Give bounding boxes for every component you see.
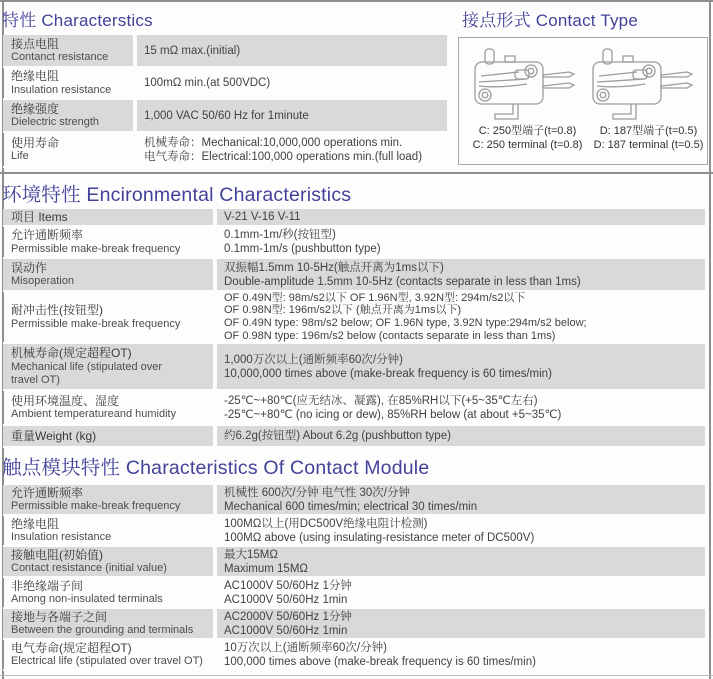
row-value — [217, 227, 705, 257]
row-value-line: 机械寿命：Mechanical:10,000,000 operations min. — [144, 136, 403, 149]
row-value — [137, 100, 447, 131]
row-label-zh: 误动作 — [11, 260, 48, 275]
table-row — [3, 485, 705, 516]
table-row — [3, 516, 705, 547]
row-label-en: Contanct resistance — [11, 51, 109, 64]
row-value-line: AC1000V 50/60Hz 1min — [224, 624, 348, 637]
row-value-line: AC1000V 50/60Hz 1min — [224, 593, 348, 606]
row-label-zh: 绝缘强度 — [11, 101, 60, 116]
row-label-en: Ambient temperatureand humidity — [11, 408, 177, 421]
row-value — [217, 209, 705, 225]
top-border — [0, 0, 713, 2]
environmental-table — [3, 209, 705, 448]
row-value-line: OF 0.49N型: 98m/s2以下 OF 1.96N型, 3.92N型: 294m/s2以下 — [224, 291, 526, 304]
row-value-line: 100MΩ以上(用DC500V绝缘电阻计检测) — [224, 517, 428, 530]
table-row — [3, 578, 705, 609]
table-row — [3, 426, 705, 448]
row-label-zh: 重量Weight (kg) — [11, 428, 97, 443]
section-title-contact-module: 触点模块特性 Characteristics Of Contact Module — [2, 457, 430, 479]
row-value — [217, 391, 705, 424]
right-border — [709, 0, 711, 679]
row-value — [137, 35, 447, 66]
caption-line-zh: C: 250型端子(t=0.8) — [478, 125, 577, 137]
row-value-line: OF 0.49N type: 98m/s2 below; OF 1.96N type, 3.92N type:294m/s2 below; — [224, 317, 587, 329]
row-label — [3, 391, 213, 424]
row-value-line: 1,000万次以上(通断频率60次/分钟) — [224, 353, 403, 366]
section-title-characteristics: 特性 Characterstics — [2, 11, 153, 30]
table-row — [3, 100, 447, 133]
row-value — [217, 426, 705, 446]
contact-module-table — [3, 485, 705, 671]
row-value-line: 电气寿命：Electrical:100,000 operations min.(full load) — [144, 150, 423, 163]
row-value-line: OF 0.98N型: 196m/s2以下 (触点开离为1ms以下) — [224, 304, 462, 317]
row-label-en: Permissible make-break frequency — [11, 500, 181, 513]
characteristics-table — [3, 35, 447, 168]
table-row — [3, 609, 705, 640]
row-value — [217, 547, 705, 576]
table-row — [3, 227, 705, 259]
table-row — [3, 547, 705, 578]
row-label — [3, 227, 213, 257]
contact-type-caption-d — [586, 125, 711, 152]
row-label — [3, 259, 213, 290]
row-label-en: Permissible make-break frequency — [11, 242, 181, 255]
row-label-en: Electrical life (stipulated over travel OT) — [11, 655, 203, 668]
table-row — [3, 259, 705, 292]
row-value — [217, 578, 705, 607]
row-label-zh: 接点电阻 — [11, 36, 60, 51]
row-value-line: 10,000,000 times above (make-break frequency is 60 times/min) — [224, 367, 552, 380]
row-label-en: Insulation resistance — [11, 83, 112, 96]
row-value-line: 100mΩ min.(at 500VDC) — [144, 77, 271, 89]
table-row — [3, 391, 705, 426]
row-label-zh: 绝缘电阻 — [11, 516, 60, 531]
row-label — [3, 68, 133, 98]
row-value — [137, 68, 447, 98]
row-label — [3, 426, 213, 446]
row-value — [217, 485, 705, 514]
row-value-line: V-21 V-16 V-11 — [224, 211, 301, 223]
row-label — [3, 547, 213, 576]
row-label — [3, 100, 133, 131]
row-value-line: 15 mΩ max.(initial) — [144, 44, 241, 57]
row-value-line: 100,000 times above (make-break frequency is 60 times/min) — [224, 655, 536, 668]
row-label — [3, 35, 133, 66]
row-label — [3, 578, 213, 607]
row-label-zh: 允许通断频率 — [11, 485, 84, 500]
caption-line-en: C: 250 terminal (t=0.8) — [472, 138, 583, 151]
table-row — [3, 68, 447, 100]
row-label-zh: 非绝缘端子间 — [11, 578, 84, 593]
caption-line-zh: D: 187型端子(t=0.5) — [599, 125, 698, 137]
row-label — [3, 516, 213, 545]
bottom-border — [0, 675, 713, 676]
row-value — [217, 640, 705, 669]
row-label-zh: 使用环境温度、湿度 — [11, 393, 120, 408]
row-label — [3, 609, 213, 638]
table-row — [3, 640, 705, 671]
row-value-line: 10万次以上(通断频率60次/分钟) — [224, 641, 387, 654]
row-value — [217, 259, 705, 290]
row-label-en: Contact resistance (initial value) — [11, 562, 167, 575]
row-value — [217, 344, 705, 389]
row-label-en: Dielectric strength — [11, 116, 100, 129]
row-value-line: Double-amplitude 1.5mm 10-5Hz (contacts separate in less than 1ms) — [224, 275, 581, 288]
table-row — [3, 35, 447, 68]
row-value — [217, 516, 705, 545]
row-value-line: OF 0.98N type: 196m/s2 below (contacts separate in less than 1ms) — [224, 329, 556, 342]
row-label — [3, 344, 213, 389]
row-value — [137, 133, 447, 166]
row-label-zh: 允许通断频率 — [11, 228, 84, 243]
row-label-en: Between the grounding and terminals — [11, 624, 194, 637]
row-value-line: 双振幅1.5mm 10-5Hz(触点开离为1ms以下) — [224, 261, 444, 274]
row-label-zh: 项目 Items — [11, 209, 68, 224]
table-row — [3, 292, 705, 344]
row-label-en: Misoperation — [11, 275, 74, 288]
row-value-line: -25℃~+80℃(应无结冰、凝露), 在85%RH以下(+5~35℃左右) — [224, 394, 538, 407]
row-value-line: Maximum 15MΩ — [224, 562, 308, 575]
row-label-zh: 使用寿命 — [11, 135, 60, 150]
microswitch-diagram-d — [583, 46, 701, 126]
row-label-zh: 机械寿命(规定超程OT) — [11, 346, 132, 361]
table-row — [3, 133, 447, 168]
row-label-en: Permissible make-break frequency — [11, 317, 181, 330]
row-value-line: AC2000V 50/60Hz 1分钟 — [224, 610, 352, 623]
row-label — [3, 640, 213, 669]
contact-type-caption-c — [465, 125, 590, 152]
row-value — [217, 292, 705, 342]
row-label-zh: 绝缘电阻 — [11, 69, 60, 84]
row-label — [3, 485, 213, 514]
row-value-line: 机械性 600次/分钟 电气性 30次/分钟 — [224, 486, 410, 499]
caption-line-en: D: 187 terminal (t=0.5) — [593, 138, 704, 151]
row-label-en: Mechanical life (stipulated over travel OT) — [11, 360, 163, 386]
row-value-line: 最大15MΩ — [224, 548, 278, 561]
microswitch-diagram-c — [465, 46, 583, 126]
row-value-line: 1,000 VAC 50/60 Hz for 1minute — [144, 109, 309, 122]
section-divider — [0, 172, 713, 174]
table-row — [3, 209, 705, 227]
row-label — [3, 209, 213, 225]
row-value-line: 约6.2g(按钮型) About 6.2g (pushbutton type) — [224, 430, 451, 442]
row-value-line: AC1000V 50/60Hz 1分钟 — [224, 579, 352, 592]
row-value-line: 100MΩ above (using insulating-resistance meter of DC500V) — [224, 531, 535, 544]
row-label — [3, 292, 213, 342]
row-value-line: Mechanical 600 times/min; electrical 30 times/min — [224, 500, 478, 513]
row-value-line: -25℃~+80℃ (no icing or dew), 85%RH below (at about +5~35℃) — [224, 408, 562, 421]
table-row — [3, 344, 705, 391]
section-title-environmental: 环境特性 Encironmental Characteristics — [2, 184, 352, 206]
row-label-zh: 电气寿命(规定超程OT) — [11, 640, 132, 655]
row-label-zh: 接触电阻(初始值) — [11, 547, 103, 562]
row-label-en: Insulation resistance — [11, 531, 112, 544]
row-label-zh: 耐冲击性(按钮型) — [11, 303, 103, 318]
row-label-en: Life — [11, 150, 29, 163]
row-value-line: 0.1mm-1m/s (pushbutton type) — [224, 243, 381, 255]
row-label — [3, 133, 133, 166]
row-value — [217, 609, 705, 638]
row-label-zh: 接地与各端子之间 — [11, 609, 108, 624]
row-label-en: Among non-insulated terminals — [11, 593, 163, 606]
row-value-line: 0.1mm-1m/秒(按钮型) — [224, 229, 336, 241]
section-title-contact-type: 接点形式 Contact Type — [462, 11, 638, 30]
